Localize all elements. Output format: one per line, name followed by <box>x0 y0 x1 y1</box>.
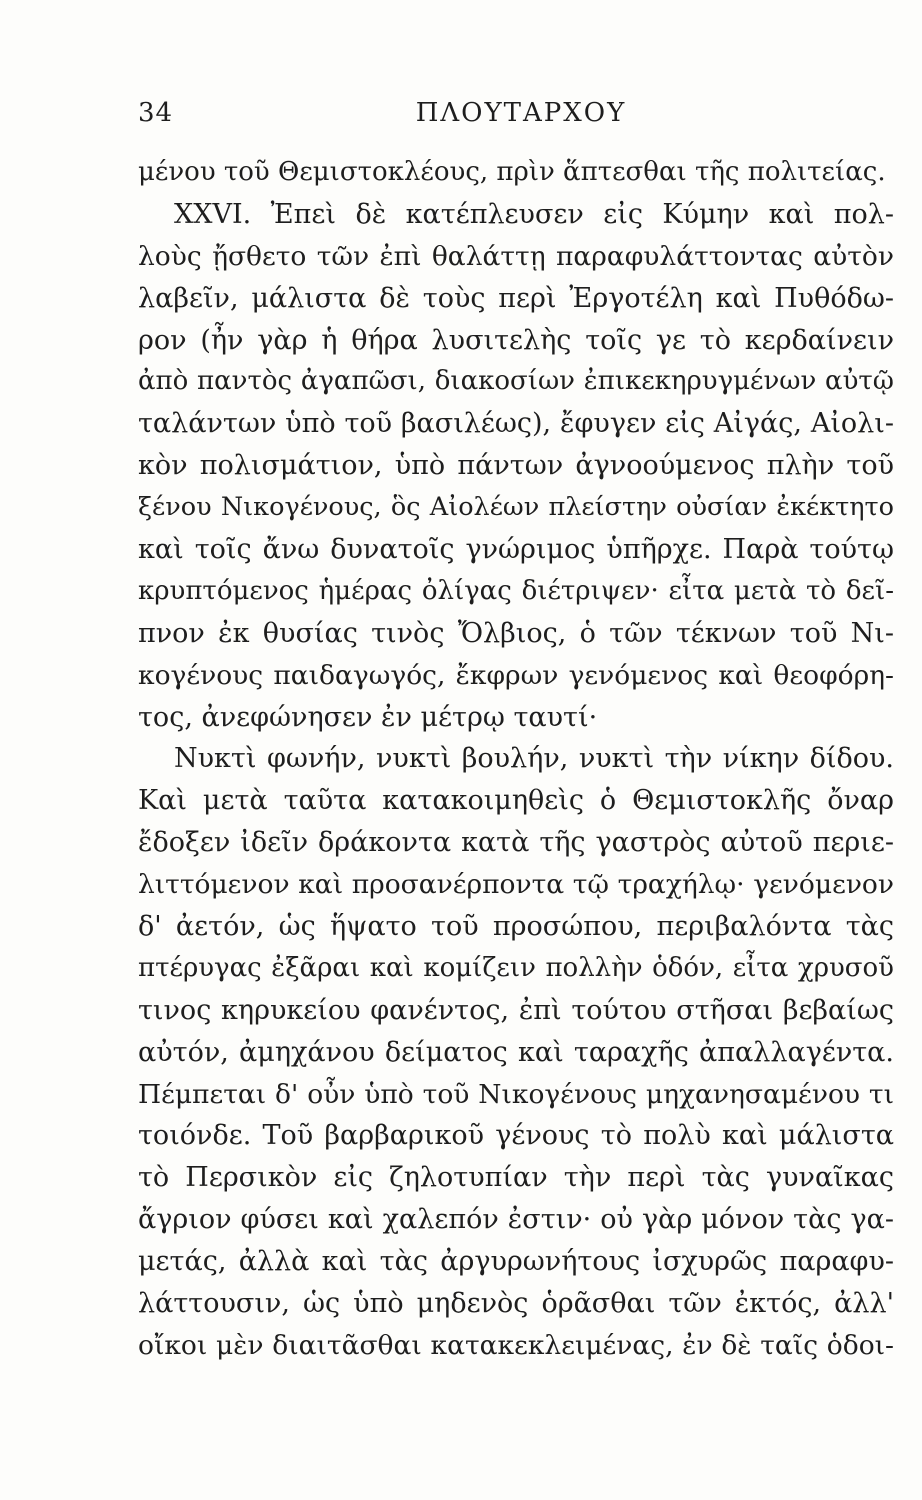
text-line: τὸ Περσικὸν εἰς ζηλοτυπίαν τὴν περὶ τὰς γυναῖκας <box>138 1162 894 1194</box>
text-line: λιττόμενον καὶ προσανέρποντα τῷ τραχήλῳ· γενόμενον <box>138 869 894 901</box>
text-line: πτέρυγας ἐξᾶραι καὶ κομίζειν πολλὴν ὁδόν, εἶτα χρυσοῦ <box>138 952 894 983</box>
text-line: ἔδοξεν ἰδεῖν δράκοντα κατὰ τῆς γαστρὸς αὐτοῦ περιε- <box>138 827 894 859</box>
text-line: μετάς, ἀλλὰ καὶ τὰς ἀργυρωνήτους ἰσχυρῶς παραφυ- <box>138 1246 894 1278</box>
text-line: ξένου Νικογένους, ὃς Αἰολέων πλείστην οὐσίαν ἐκέκτητο <box>138 492 894 523</box>
body-text <box>138 152 894 1367</box>
text-line: ἄγριον φύσει καὶ χαλεπόν ἐστιν· οὐ γὰρ μόνον τὰς γα- <box>138 1204 894 1236</box>
text-line: λαβεῖν, μάλιστα δὲ τοὺς περὶ Ἐργοτέλη καὶ Πυθόδω- <box>138 282 894 314</box>
text-line: πνον ἐκ θυσίας τινὸς Ὄλβιος, ὁ τῶν τέκνων τοῦ Νι- <box>138 617 894 649</box>
text-line: αὐτόν, ἀμηχάνου δείματος καὶ ταραχῆς ἀπαλλαγέντα. <box>138 1036 894 1068</box>
text-line: τινος κηρυκείου φανέντος, ἐπὶ τούτου στῆσαι βεβαίως <box>138 994 894 1026</box>
running-head <box>138 98 894 134</box>
text-line: λάττουσιν, ὡς ὑπὸ μηδενὸς ὁρᾶσθαι τῶν ἐκτός, ἀλλ' <box>138 1288 894 1320</box>
text-line: κογένους παιδαγωγός, ἔκφρων γενόμενος καὶ θεοφόρη- <box>138 659 894 691</box>
page-number: 34 <box>138 98 174 128</box>
text-line: ταλάντων ὑπὸ τοῦ βασιλέως), ἔφυγεν εἰς Αἰγάς, Αἰολι- <box>138 408 894 440</box>
text-line: Πέμπεται δ' οὖν ὑπὸ τοῦ Νικογένους μηχανησαμένου τι <box>138 1078 894 1110</box>
text-line: τοιόνδε. Τοῦ βαρβαρικοῦ γένους τὸ πολὺ καὶ μάλιστα <box>138 1120 894 1152</box>
text-line: δ' ἀετόν, ὡς ἥψατο τοῦ προσώπου, περιβαλόντα τὰς <box>138 911 894 943</box>
text-line: λοὺς ᾔσθετο τῶν ἐπὶ θαλάττῃ παραφυλάττοντας αὐτὸν <box>138 240 894 272</box>
text-line: οἴκοι μὲν διαιτᾶσθαι κατακεκλειμένας, ἐν δὲ ταῖς ὁδοι- <box>138 1329 894 1361</box>
verse-line: Νυκτὶ φωνήν, νυκτὶ βουλήν, νυκτὶ τὴν νίκην δίδου. <box>174 743 894 775</box>
text-line: ρον (ἦν γὰρ ἡ θήρα λυσιτελὴς τοῖς γε τὸ κερδαίνειν <box>138 324 894 356</box>
text-line: μένου τοῦ Θεμιστοκλέους, πρὶν ἅπτεσθαι τῆς πολιτείας. <box>138 157 886 187</box>
text-line: κρυπτόμενος ἡμέρας ὀλίγας διέτριψεν· εἶτα μετὰ τὸ δεῖ- <box>138 575 894 606</box>
text-line: καὶ τοῖς ἄνω δυνατοῖς γνώριμος ὑπῆρχε. Παρὰ τούτῳ <box>138 534 894 566</box>
text-line: κὸν πολισμάτιον, ὑπὸ πάντων ἀγνοούμενος πλὴν τοῦ <box>138 450 894 482</box>
running-title: ΠΛΟΥΤΑΡΧΟΥ <box>415 98 627 128</box>
text-line: XXVI. Ἐπεὶ δὲ κατέπλευσεν εἰς Κύμην καὶ πολ- <box>174 198 894 230</box>
text-line: Καὶ μετὰ ταῦτα κατακοιμηθεὶς ὁ Θεμιστοκλῆς ὄναρ <box>138 785 894 817</box>
text-line: ἀπὸ παντὸς ἀγαπῶσι, διακοσίων ἐπικεκηρυγμένων αὐτῷ <box>138 366 894 397</box>
text-line: τος, ἀνεφώνησεν ἐν μέτρῳ ταυτί· <box>138 701 598 733</box>
